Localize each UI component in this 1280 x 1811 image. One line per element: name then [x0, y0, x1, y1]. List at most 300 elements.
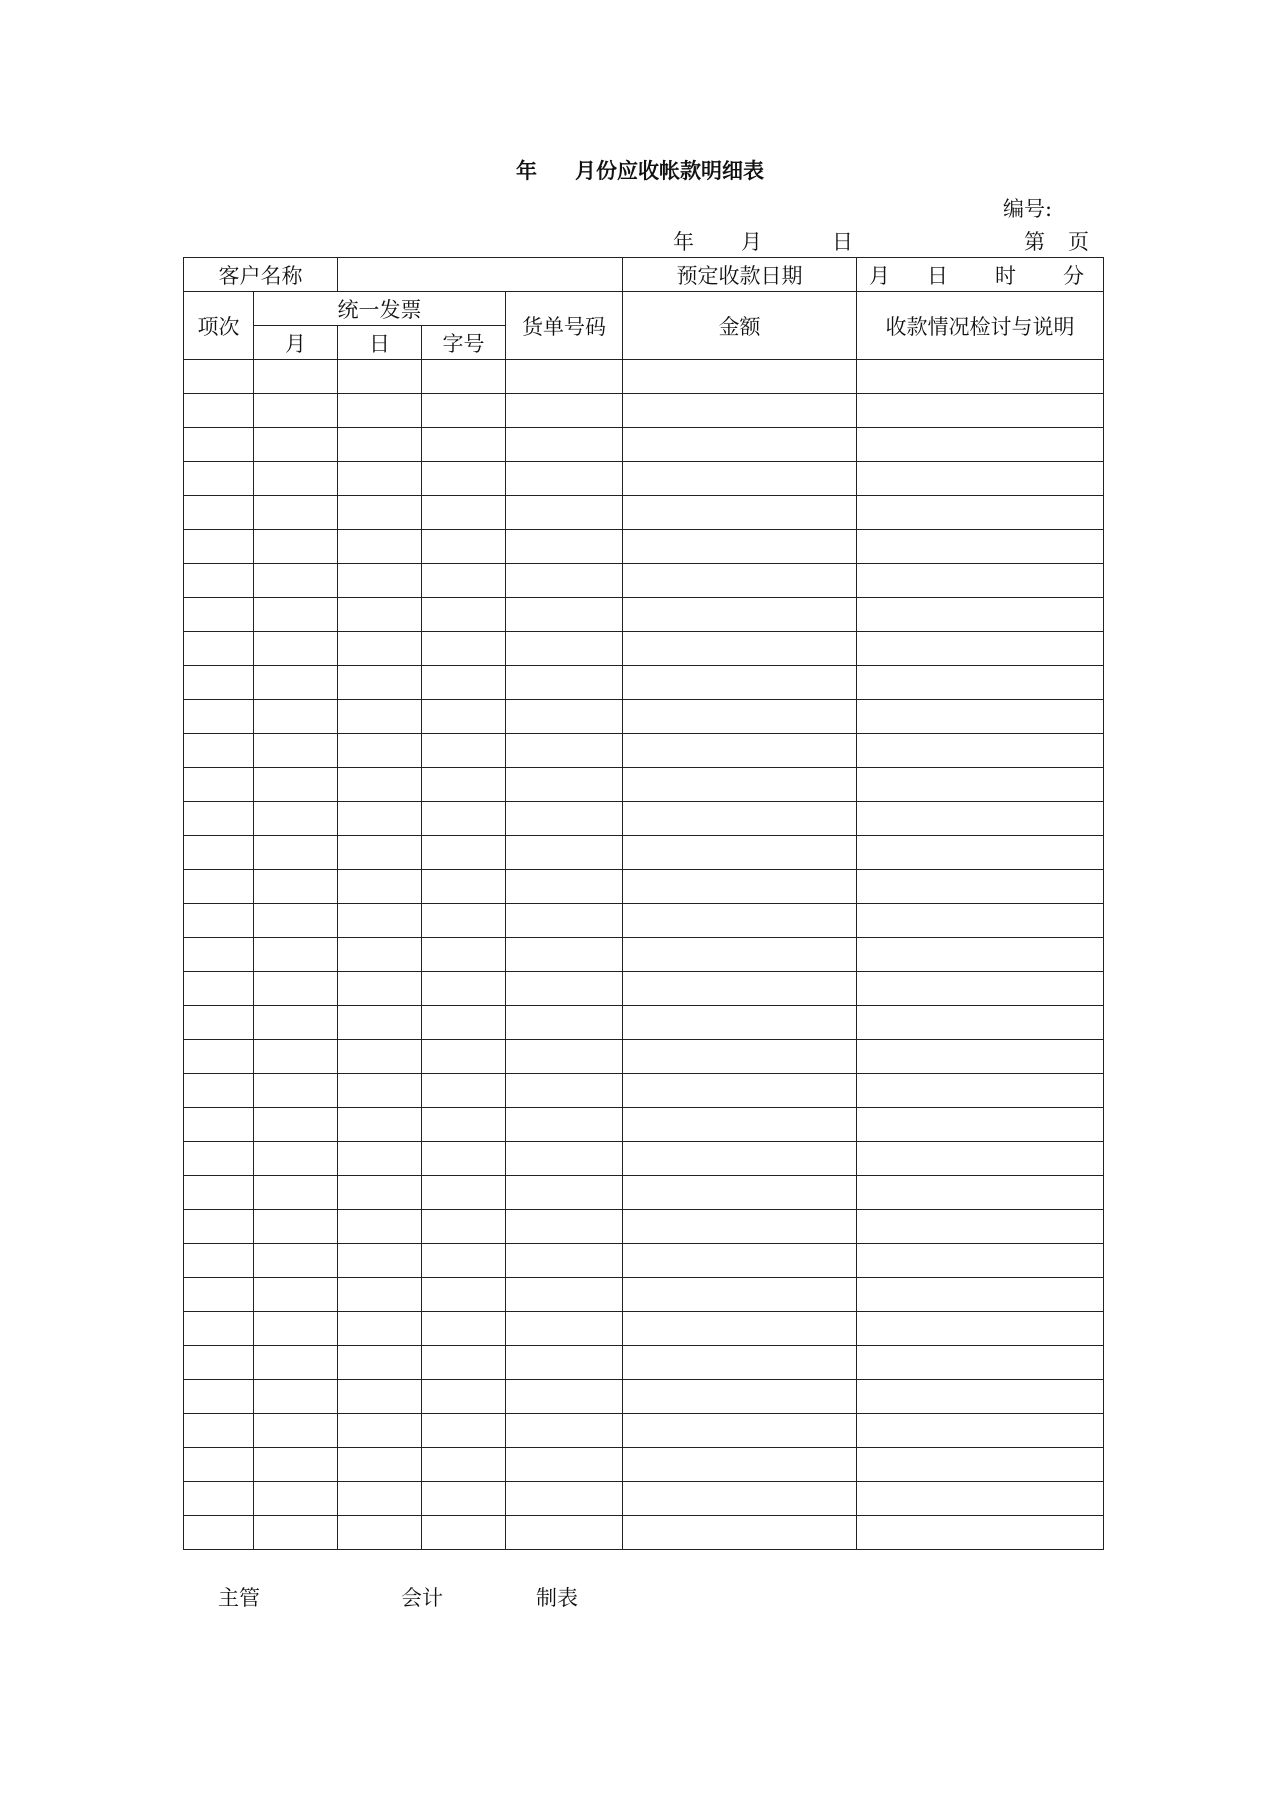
cell-invoice-month[interactable] [254, 1244, 338, 1278]
cell-invoice-day[interactable] [338, 938, 422, 972]
cell-amount[interactable] [623, 1142, 857, 1176]
customer-row [184, 258, 1104, 292]
cell-invoice-day[interactable] [338, 904, 422, 938]
cell-bill-number[interactable] [506, 1380, 623, 1414]
table-row [184, 734, 1104, 768]
cell-item[interactable] [184, 1142, 254, 1176]
cell-remarks[interactable] [857, 1278, 1104, 1312]
cell-item[interactable] [184, 462, 254, 496]
cell-invoice-day[interactable] [338, 1414, 422, 1448]
cell-invoice-number[interactable] [422, 1074, 506, 1108]
cell-invoice-number[interactable] [422, 836, 506, 870]
table-row [184, 836, 1104, 870]
cell-invoice-number[interactable] [422, 1108, 506, 1142]
customer-name-field[interactable] [338, 258, 623, 292]
form-title [0, 155, 1280, 185]
cell-amount[interactable] [623, 1074, 857, 1108]
cell-invoice-number[interactable] [422, 1244, 506, 1278]
cell-invoice-number[interactable] [422, 1380, 506, 1414]
table-row [184, 598, 1104, 632]
cell-bill-number[interactable] [506, 1482, 623, 1516]
cell-remarks[interactable] [857, 1040, 1104, 1074]
header-row-1 [184, 292, 1104, 326]
cell-remarks[interactable] [857, 836, 1104, 870]
cell-invoice-number[interactable] [422, 666, 506, 700]
cell-item[interactable] [184, 360, 254, 394]
cell-invoice-number[interactable] [422, 394, 506, 428]
cell-amount[interactable] [623, 734, 857, 768]
cell-item[interactable] [184, 972, 254, 1006]
cell-bill-number[interactable] [506, 768, 623, 802]
cell-remarks[interactable] [857, 1346, 1104, 1380]
cell-item[interactable] [184, 632, 254, 666]
cell-invoice-day[interactable] [338, 1006, 422, 1040]
title-year: 年 [516, 158, 537, 183]
cell-amount[interactable] [623, 1278, 857, 1312]
cell-item[interactable] [184, 768, 254, 802]
cell-bill-number[interactable] [506, 666, 623, 700]
cell-invoice-day[interactable] [338, 1448, 422, 1482]
cell-amount[interactable] [623, 428, 857, 462]
table-row [184, 496, 1104, 530]
cell-remarks[interactable] [857, 1108, 1104, 1142]
cell-remarks[interactable] [857, 1006, 1104, 1040]
table-row [184, 1108, 1104, 1142]
cell-invoice-month[interactable] [254, 870, 338, 904]
cell-invoice-day[interactable] [338, 632, 422, 666]
cell-invoice-number[interactable] [422, 496, 506, 530]
cell-bill-number[interactable] [506, 1346, 623, 1380]
cell-bill-number[interactable] [506, 428, 623, 462]
cell-bill-number[interactable] [506, 394, 623, 428]
cell-invoice-number[interactable] [422, 1040, 506, 1074]
cell-invoice-day[interactable] [338, 700, 422, 734]
cell-item[interactable] [184, 1108, 254, 1142]
cell-remarks[interactable] [857, 360, 1104, 394]
cell-invoice-number[interactable] [422, 1346, 506, 1380]
cell-amount[interactable] [623, 938, 857, 972]
date-month: 月 [741, 230, 762, 254]
cell-remarks[interactable] [857, 904, 1104, 938]
cell-invoice-number[interactable] [422, 360, 506, 394]
cell-invoice-month[interactable] [254, 1346, 338, 1380]
cell-invoice-day[interactable] [338, 870, 422, 904]
cell-invoice-month[interactable] [254, 768, 338, 802]
cell-item[interactable] [184, 1312, 254, 1346]
cell-amount[interactable] [623, 1346, 857, 1380]
cell-invoice-number[interactable] [422, 734, 506, 768]
cell-invoice-number[interactable] [422, 1414, 506, 1448]
cell-invoice-number[interactable] [422, 802, 506, 836]
cell-remarks[interactable] [857, 972, 1104, 1006]
cell-item[interactable] [184, 802, 254, 836]
cell-invoice-number[interactable] [422, 1516, 506, 1550]
cell-item[interactable] [184, 1210, 254, 1244]
table-row [184, 904, 1104, 938]
cell-invoice-month[interactable] [254, 1142, 338, 1176]
cell-invoice-number[interactable] [422, 1278, 506, 1312]
cell-remarks[interactable] [857, 870, 1104, 904]
cell-amount[interactable] [623, 802, 857, 836]
cell-bill-number[interactable] [506, 734, 623, 768]
cell-amount[interactable] [623, 530, 857, 564]
cell-bill-number[interactable] [506, 870, 623, 904]
cell-remarks[interactable] [857, 632, 1104, 666]
cell-item[interactable] [184, 938, 254, 972]
cell-remarks[interactable] [857, 734, 1104, 768]
cell-bill-number[interactable] [506, 972, 623, 1006]
cell-invoice-month[interactable] [254, 1210, 338, 1244]
cell-bill-number[interactable] [506, 836, 623, 870]
cell-invoice-month[interactable] [254, 1176, 338, 1210]
table-row [184, 462, 1104, 496]
cell-amount[interactable] [623, 1176, 857, 1210]
cell-invoice-month[interactable] [254, 904, 338, 938]
cell-invoice-month[interactable] [254, 1040, 338, 1074]
cell-item[interactable] [184, 530, 254, 564]
cell-remarks[interactable] [857, 1074, 1104, 1108]
footer-supervisor: 主管 [218, 1586, 260, 1610]
cell-amount[interactable] [623, 1448, 857, 1482]
cell-remarks[interactable] [857, 1414, 1104, 1448]
cell-amount[interactable] [623, 700, 857, 734]
cell-invoice-day[interactable] [338, 428, 422, 462]
cell-item[interactable] [184, 870, 254, 904]
cell-remarks[interactable] [857, 1142, 1104, 1176]
cell-item[interactable] [184, 1278, 254, 1312]
cell-remarks[interactable] [857, 768, 1104, 802]
cell-bill-number[interactable] [506, 1006, 623, 1040]
cell-item[interactable] [184, 700, 254, 734]
cell-item[interactable] [184, 394, 254, 428]
cell-bill-number[interactable] [506, 1210, 623, 1244]
table-row [184, 1210, 1104, 1244]
table-row [184, 564, 1104, 598]
cell-item[interactable] [184, 1482, 254, 1516]
cell-bill-number[interactable] [506, 802, 623, 836]
cell-invoice-day[interactable] [338, 1040, 422, 1074]
cell-remarks[interactable] [857, 462, 1104, 496]
cell-amount[interactable] [623, 768, 857, 802]
table-row [184, 1414, 1104, 1448]
cell-amount[interactable] [623, 1312, 857, 1346]
cell-invoice-number[interactable] [422, 1006, 506, 1040]
cell-invoice-month[interactable] [254, 802, 338, 836]
table-row [184, 938, 1104, 972]
table-row [184, 632, 1104, 666]
cell-invoice-day[interactable] [338, 1210, 422, 1244]
cell-remarks[interactable] [857, 802, 1104, 836]
table-row [184, 1278, 1104, 1312]
cell-invoice-month[interactable] [254, 938, 338, 972]
cell-amount[interactable] [623, 564, 857, 598]
table-row [184, 394, 1104, 428]
title-text: 月份应收帐款明细表 [575, 158, 764, 183]
table-row [184, 360, 1104, 394]
cell-remarks[interactable] [857, 1380, 1104, 1414]
item-header: 项次 [184, 292, 254, 360]
cell-invoice-month[interactable] [254, 530, 338, 564]
invoice-day-header: 日 [338, 326, 422, 360]
cell-amount[interactable] [623, 1244, 857, 1278]
cell-invoice-day[interactable] [338, 768, 422, 802]
cell-invoice-day[interactable] [338, 972, 422, 1006]
date-day: 日 [832, 230, 853, 254]
cell-item[interactable] [184, 734, 254, 768]
cell-invoice-day[interactable] [338, 1074, 422, 1108]
cell-item[interactable] [184, 1346, 254, 1380]
cell-amount[interactable] [623, 1414, 857, 1448]
cell-bill-number[interactable] [506, 1414, 623, 1448]
cell-amount[interactable] [623, 632, 857, 666]
cell-bill-number[interactable] [506, 1142, 623, 1176]
cell-invoice-month[interactable] [254, 564, 338, 598]
cell-amount[interactable] [623, 360, 857, 394]
cell-invoice-number[interactable] [422, 700, 506, 734]
cell-item[interactable] [184, 836, 254, 870]
cell-invoice-day[interactable] [338, 1278, 422, 1312]
cell-amount[interactable] [623, 1006, 857, 1040]
cell-bill-number[interactable] [506, 462, 623, 496]
cell-invoice-number[interactable] [422, 1176, 506, 1210]
cell-invoice-month[interactable] [254, 632, 338, 666]
cell-bill-number[interactable] [506, 1448, 623, 1482]
bill-number-header: 货单号码 [506, 292, 623, 360]
cell-bill-number[interactable] [506, 1516, 623, 1550]
cell-invoice-month[interactable] [254, 836, 338, 870]
table-row [184, 768, 1104, 802]
cell-item[interactable] [184, 1380, 254, 1414]
cell-amount[interactable] [623, 1380, 857, 1414]
cell-remarks[interactable] [857, 496, 1104, 530]
page-di: 第 [1024, 230, 1045, 254]
cell-remarks[interactable] [857, 700, 1104, 734]
cell-remarks[interactable] [857, 1244, 1104, 1278]
cell-invoice-month[interactable] [254, 1006, 338, 1040]
cell-remarks[interactable] [857, 666, 1104, 700]
cell-invoice-number[interactable] [422, 530, 506, 564]
cell-remarks[interactable] [857, 1210, 1104, 1244]
cell-invoice-number[interactable] [422, 1142, 506, 1176]
cell-invoice-month[interactable] [254, 360, 338, 394]
cell-item[interactable] [184, 1448, 254, 1482]
scheduled-date-label: 预定收款日期 [623, 258, 857, 292]
cell-invoice-number[interactable] [422, 870, 506, 904]
table-row [184, 1142, 1104, 1176]
cell-invoice-day[interactable] [338, 462, 422, 496]
table-row [184, 1074, 1104, 1108]
cell-remarks[interactable] [857, 1176, 1104, 1210]
cell-item[interactable] [184, 666, 254, 700]
cell-invoice-day[interactable] [338, 1346, 422, 1380]
cell-remarks[interactable] [857, 428, 1104, 462]
cell-invoice-day[interactable] [338, 598, 422, 632]
cell-invoice-number[interactable] [422, 1448, 506, 1482]
cell-amount[interactable] [623, 836, 857, 870]
cell-amount[interactable] [623, 1516, 857, 1550]
cell-amount[interactable] [623, 598, 857, 632]
cell-invoice-day[interactable] [338, 734, 422, 768]
cell-remarks[interactable] [857, 1482, 1104, 1516]
cell-invoice-month[interactable] [254, 700, 338, 734]
cell-bill-number[interactable] [506, 1244, 623, 1278]
cell-invoice-number[interactable] [422, 1482, 506, 1516]
cell-item[interactable] [184, 598, 254, 632]
invoice-month-header: 月 [254, 326, 338, 360]
invoice-group-header: 统一发票 [254, 292, 506, 326]
cell-bill-number[interactable] [506, 632, 623, 666]
cell-amount[interactable] [623, 1482, 857, 1516]
cell-invoice-day[interactable] [338, 1380, 422, 1414]
cell-bill-number[interactable] [506, 496, 623, 530]
cell-invoice-month[interactable] [254, 428, 338, 462]
cell-invoice-number[interactable] [422, 428, 506, 462]
cell-invoice-day[interactable] [338, 530, 422, 564]
table-row [184, 1244, 1104, 1278]
cell-invoice-day[interactable] [338, 1176, 422, 1210]
cell-invoice-number[interactable] [422, 632, 506, 666]
cell-bill-number[interactable] [506, 1074, 623, 1108]
cell-invoice-month[interactable] [254, 1312, 338, 1346]
cell-bill-number[interactable] [506, 360, 623, 394]
cell-invoice-day[interactable] [338, 360, 422, 394]
cell-amount[interactable] [623, 496, 857, 530]
cell-remarks[interactable] [857, 598, 1104, 632]
cell-item[interactable] [184, 428, 254, 462]
cell-item[interactable] [184, 1074, 254, 1108]
cell-invoice-number[interactable] [422, 1312, 506, 1346]
cell-item[interactable] [184, 1006, 254, 1040]
cell-invoice-number[interactable] [422, 564, 506, 598]
cell-bill-number[interactable] [506, 938, 623, 972]
cell-bill-number[interactable] [506, 564, 623, 598]
scheduled-time-field[interactable] [857, 258, 1104, 292]
cell-amount[interactable] [623, 1108, 857, 1142]
invoice-number-header: 字号 [422, 326, 506, 360]
cell-invoice-month[interactable] [254, 1108, 338, 1142]
cell-bill-number[interactable] [506, 530, 623, 564]
footer-preparer: 制表 [536, 1586, 578, 1610]
cell-remarks[interactable] [857, 1312, 1104, 1346]
time-month-label: 月 [869, 263, 891, 288]
cell-amount[interactable] [623, 394, 857, 428]
cell-remarks[interactable] [857, 938, 1104, 972]
cell-invoice-day[interactable] [338, 836, 422, 870]
cell-invoice-day[interactable] [338, 1142, 422, 1176]
cell-invoice-number[interactable] [422, 938, 506, 972]
table-row [184, 1448, 1104, 1482]
cell-invoice-month[interactable] [254, 462, 338, 496]
cell-invoice-number[interactable] [422, 768, 506, 802]
cell-invoice-day[interactable] [338, 666, 422, 700]
cell-invoice-day[interactable] [338, 1516, 422, 1550]
cell-invoice-month[interactable] [254, 598, 338, 632]
cell-invoice-month[interactable] [254, 1414, 338, 1448]
cell-invoice-month[interactable] [254, 734, 338, 768]
cell-invoice-number[interactable] [422, 972, 506, 1006]
table-row [184, 666, 1104, 700]
date-year: 年 [673, 230, 694, 254]
cell-bill-number[interactable] [506, 904, 623, 938]
cell-item[interactable] [184, 1516, 254, 1550]
cell-amount[interactable] [623, 1040, 857, 1074]
cell-item[interactable] [184, 1176, 254, 1210]
cell-bill-number[interactable] [506, 1176, 623, 1210]
cell-remarks[interactable] [857, 1516, 1104, 1550]
cell-invoice-number[interactable] [422, 598, 506, 632]
cell-invoice-month[interactable] [254, 1516, 338, 1550]
cell-invoice-month[interactable] [254, 496, 338, 530]
cell-item[interactable] [184, 1040, 254, 1074]
cell-invoice-day[interactable] [338, 1482, 422, 1516]
cell-amount[interactable] [623, 972, 857, 1006]
cell-invoice-number[interactable] [422, 462, 506, 496]
time-hour-label: 时 [995, 263, 1017, 288]
cell-invoice-day[interactable] [338, 1312, 422, 1346]
cell-amount[interactable] [623, 462, 857, 496]
cell-invoice-month[interactable] [254, 1074, 338, 1108]
cell-invoice-day[interactable] [338, 496, 422, 530]
cell-item[interactable] [184, 564, 254, 598]
cell-invoice-day[interactable] [338, 802, 422, 836]
cell-amount[interactable] [623, 1210, 857, 1244]
table-row [184, 1516, 1104, 1550]
cell-invoice-month[interactable] [254, 1448, 338, 1482]
cell-amount[interactable] [623, 904, 857, 938]
cell-bill-number[interactable] [506, 1312, 623, 1346]
table-row [184, 1346, 1104, 1380]
table-row [184, 1380, 1104, 1414]
cell-bill-number[interactable] [506, 700, 623, 734]
table-row [184, 428, 1104, 462]
cell-invoice-month[interactable] [254, 1278, 338, 1312]
cell-remarks[interactable] [857, 1448, 1104, 1482]
time-day-label: 日 [927, 263, 949, 288]
cell-item[interactable] [184, 1414, 254, 1448]
cell-item[interactable] [184, 904, 254, 938]
cell-item[interactable] [184, 496, 254, 530]
cell-invoice-number[interactable] [422, 1210, 506, 1244]
cell-invoice-day[interactable] [338, 1108, 422, 1142]
cell-bill-number[interactable] [506, 598, 623, 632]
customer-name-label: 客户名称 [184, 258, 338, 292]
table-row [184, 530, 1104, 564]
cell-invoice-month[interactable] [254, 1482, 338, 1516]
cell-invoice-day[interactable] [338, 394, 422, 428]
cell-bill-number[interactable] [506, 1040, 623, 1074]
cell-item[interactable] [184, 1244, 254, 1278]
cell-bill-number[interactable] [506, 1278, 623, 1312]
amount-header: 金额 [623, 292, 857, 360]
cell-invoice-day[interactable] [338, 564, 422, 598]
cell-remarks[interactable] [857, 530, 1104, 564]
cell-invoice-month[interactable] [254, 972, 338, 1006]
page-ye: 页 [1068, 230, 1089, 254]
cell-invoice-month[interactable] [254, 394, 338, 428]
cell-invoice-month[interactable] [254, 666, 338, 700]
cell-amount[interactable] [623, 666, 857, 700]
table-row [184, 700, 1104, 734]
receivables-table [183, 257, 1104, 1550]
cell-invoice-number[interactable] [422, 904, 506, 938]
cell-amount[interactable] [623, 870, 857, 904]
cell-invoice-month[interactable] [254, 1380, 338, 1414]
cell-remarks[interactable] [857, 564, 1104, 598]
remarks-header: 收款情况检讨与说明 [857, 292, 1104, 360]
cell-bill-number[interactable] [506, 1108, 623, 1142]
cell-remarks[interactable] [857, 394, 1104, 428]
cell-invoice-day[interactable] [338, 1244, 422, 1278]
